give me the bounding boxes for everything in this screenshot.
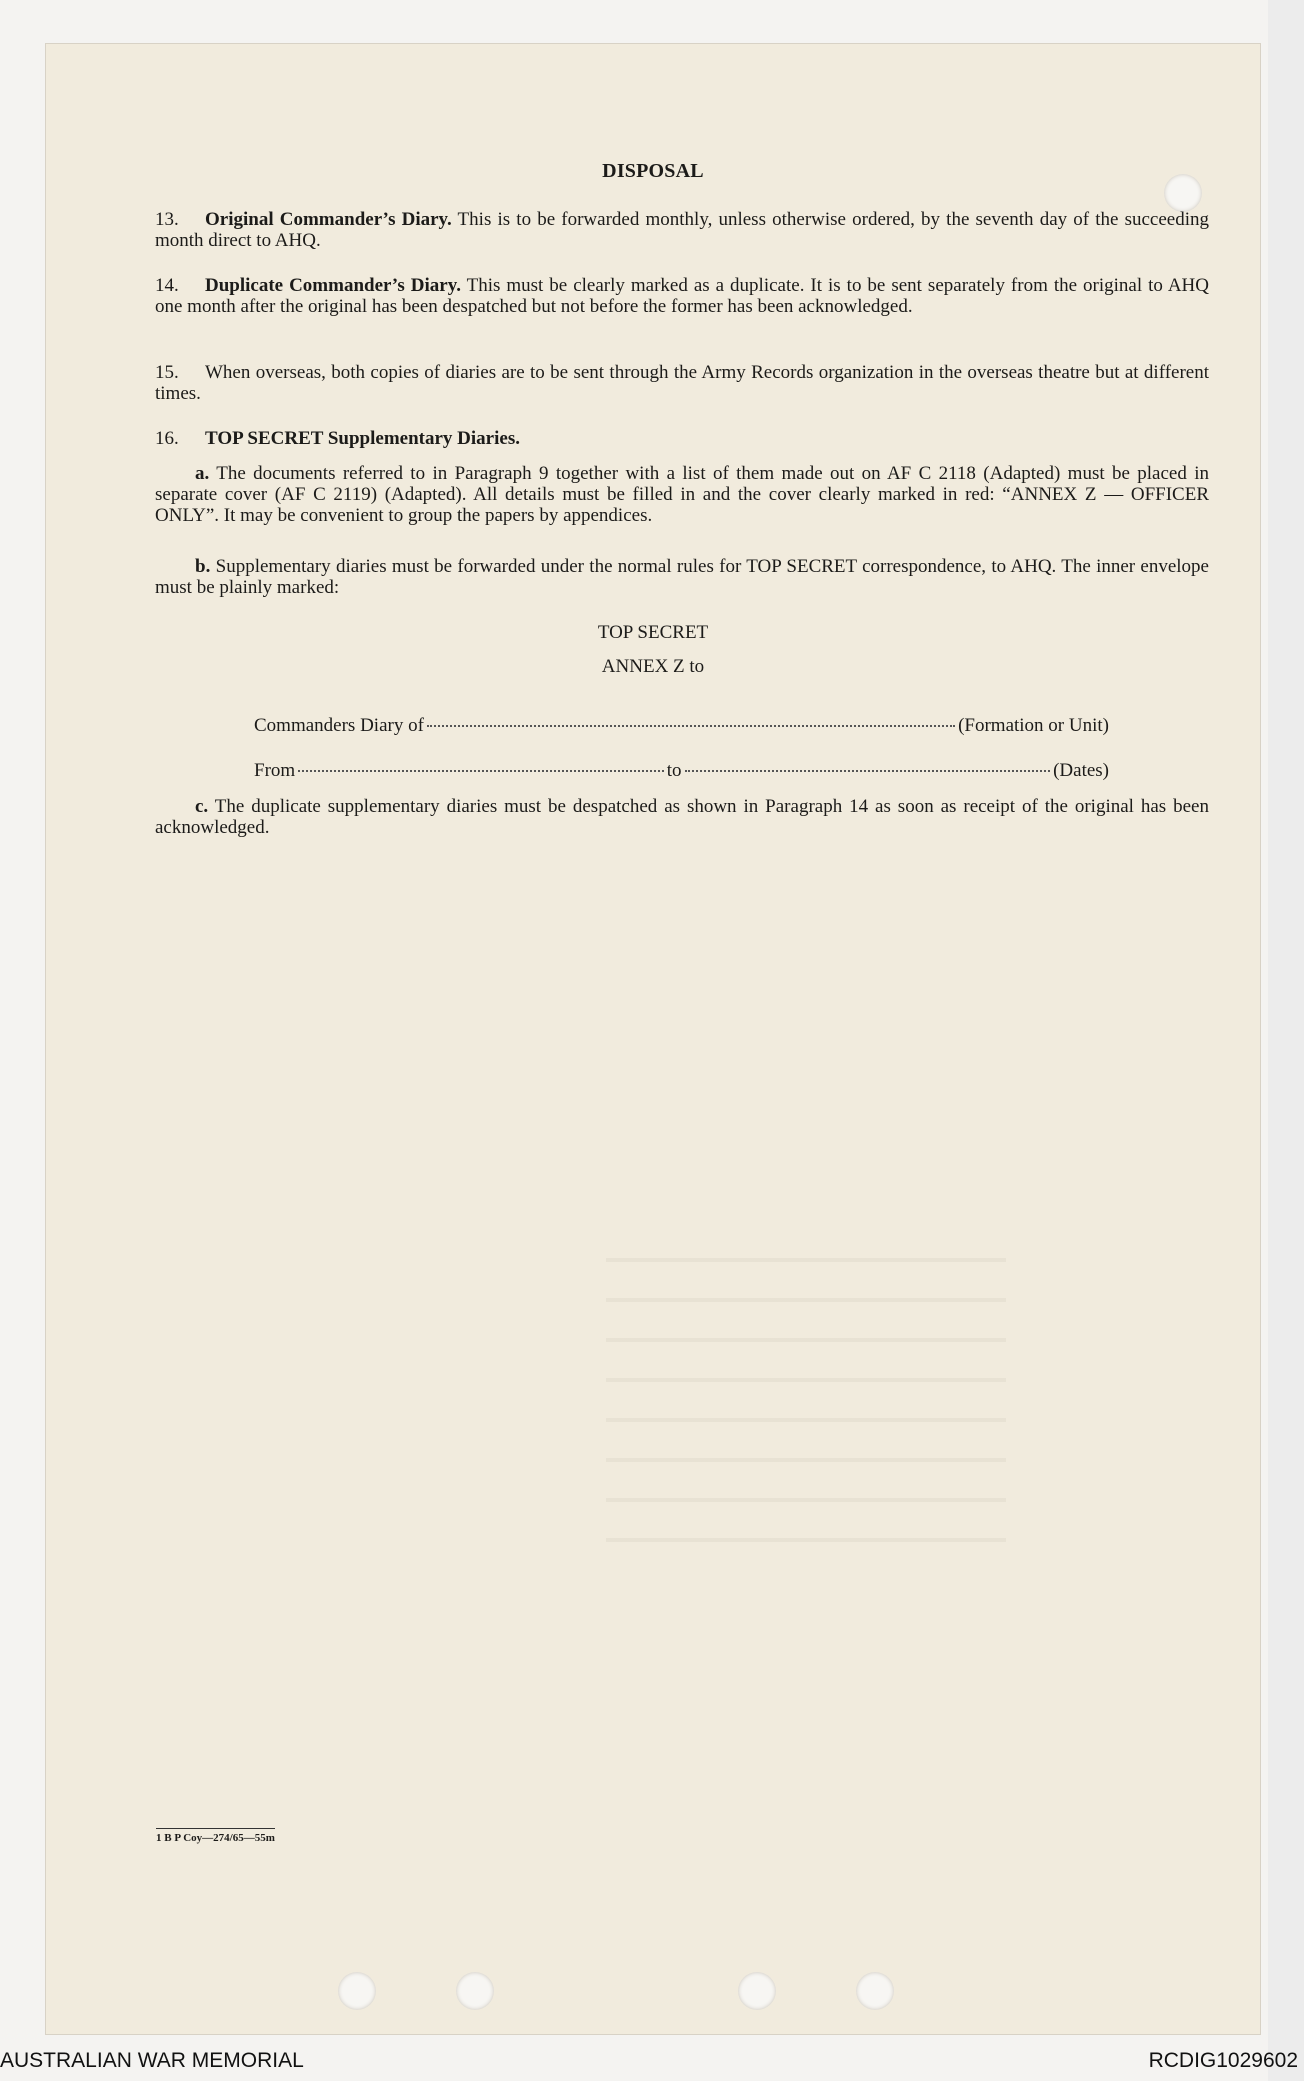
paragraph-title: Duplicate Commander’s Diary.: [205, 275, 461, 296]
document-page: [46, 44, 1260, 2034]
printer-imprint: 1 B P Coy—274/65—55m: [156, 1828, 275, 1844]
paragraph-15: [155, 362, 1209, 404]
subparagraph-label: a.: [195, 463, 210, 484]
paragraph-title: Original Commander’s Diary.: [205, 209, 452, 230]
show-through-text: [606, 1244, 1006, 1544]
envelope-marking-annex: ANNEX Z to: [601, 656, 705, 677]
punch-hole: [856, 1972, 894, 2010]
subparagraph-text: The duplicate supplementary diaries must be despatched as shown in Paragraph 14 as soon as receipt of the original has been acknowledged.: [155, 796, 1209, 838]
archive-credit: AUSTRALIAN WAR MEMORIAL: [0, 2049, 304, 2072]
subparagraph-b: [155, 556, 1209, 598]
paragraph-16: [155, 428, 1209, 449]
field-label: to: [666, 760, 682, 781]
subparagraph-label: c.: [195, 796, 209, 817]
paragraph-number: 13.: [155, 209, 179, 230]
paragraph-13: [155, 209, 1209, 251]
paragraph-14: [155, 275, 1209, 317]
punch-hole: [738, 1972, 776, 2010]
paragraph-number: 15.: [155, 362, 179, 383]
blank-fill-line: [427, 725, 955, 727]
subparagraph-a: [155, 463, 1209, 526]
paragraph-text: This is to be forwarded monthly, unless otherwise ordered, by the seventh day of the succeeding month direct to AHQ.: [155, 209, 1209, 251]
dates-line: [254, 760, 1109, 782]
paragraph-number: 14.: [155, 275, 179, 296]
field-suffix: (Formation or Unit): [958, 715, 1109, 736]
paragraph-number: 16.: [155, 428, 179, 449]
paragraph-text: This must be clearly marked as a duplicate. It is to be sent separately from the original to AHQ one month after the original has been despatched but not before the former has been acknowledged.: [155, 275, 1209, 317]
field-label: Commanders Diary of: [254, 715, 424, 736]
diary-of-line: [254, 715, 1109, 737]
subparagraph-label: b.: [195, 556, 211, 577]
archive-id: RCDIG1029602: [1148, 2049, 1298, 2072]
paragraph-title: TOP SECRET Supplementary Diaries.: [205, 428, 520, 449]
subparagraph-c: [155, 796, 1209, 838]
field-label: From: [254, 760, 296, 781]
envelope-marking-top-secret: TOP SECRET: [597, 622, 709, 643]
blank-fill-line: [685, 770, 1051, 772]
field-suffix: (Dates): [1053, 760, 1110, 781]
subparagraph-text: Supplementary diaries must be forwarded under the normal rules for TOP SECRET correspondence, to AHQ. The inner envelope must be plainly marked:: [155, 556, 1209, 598]
scan-margin: [1268, 0, 1304, 2081]
section-heading: DISPOSAL: [602, 160, 704, 182]
paragraph-text: When overseas, both copies of diaries are to be sent through the Army Records organization in the overseas theatre but at different times.: [155, 362, 1209, 404]
punch-hole: [338, 1972, 376, 2010]
blank-fill-line: [298, 770, 664, 772]
subparagraph-text: The documents referred to in Paragraph 9 together with a list of them made out on AF C 2118 (Adapted) must be placed in separate cover (AF C 2119) (Adapted). All details must be filled in and the cover clearly marked in red: “ANNEX Z — OFFICER ONLY”. It may be convenient to group the papers by appendices.: [155, 463, 1209, 526]
punch-hole: [456, 1972, 494, 2010]
